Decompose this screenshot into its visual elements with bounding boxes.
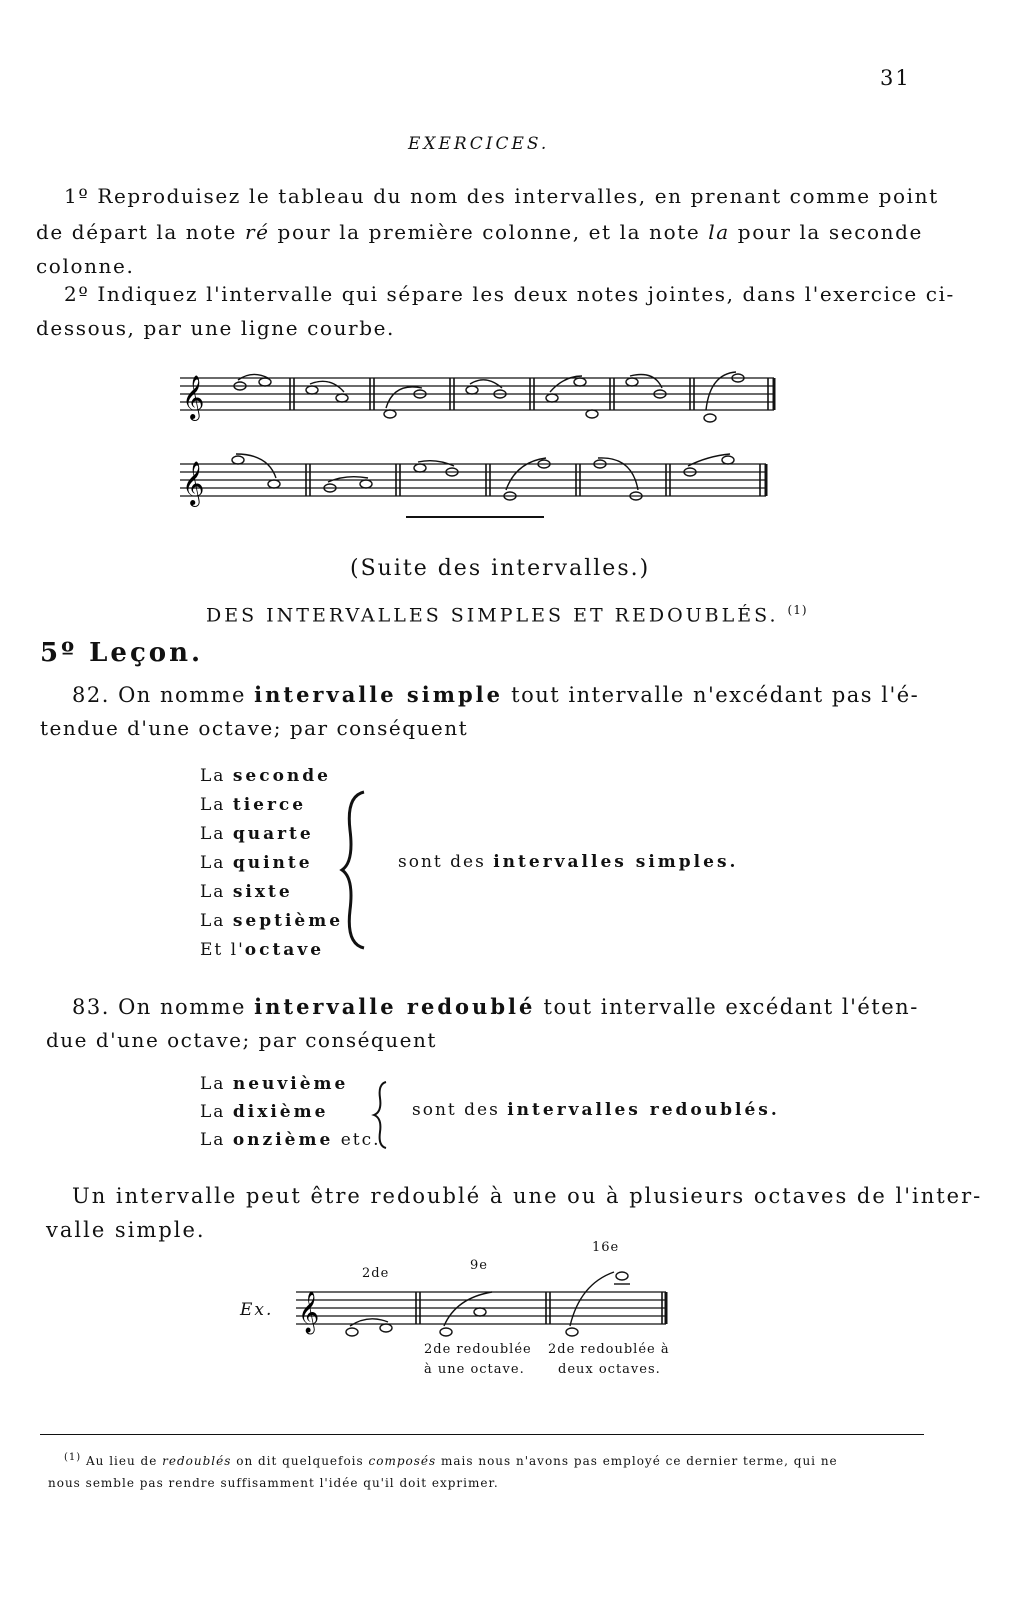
list-item-name: neuvième (232, 1074, 349, 1094)
list-item-name: quarte (232, 824, 314, 844)
interval-label-2de: 2de (362, 1266, 390, 1281)
exercise-2-text: Indiquez l'intervalle qui sépare les deux notes jointes, dans l'exercice ci- (97, 282, 955, 306)
p83-text-b: tout intervalle excédant l'éten- (543, 995, 919, 1019)
note-la: la (708, 220, 730, 244)
p82-term: intervalle simple (254, 682, 503, 707)
interval-label-9e: 9e (470, 1258, 488, 1273)
treble-clef-icon: 𝄞 (298, 1292, 320, 1333)
section-title-line (206, 604, 808, 625)
list-item-article: Et l' (200, 940, 245, 960)
list-item-article: La (200, 795, 226, 815)
p83-term: intervalle redoublé (254, 994, 536, 1019)
list-item-suffix: etc. (340, 1130, 381, 1150)
list-item-article: La (200, 853, 226, 873)
p82-line-1 (72, 684, 919, 706)
brace-icon (340, 790, 370, 950)
list-item-name: sixte (232, 882, 293, 902)
list-item (200, 824, 343, 853)
redoubled-conclusion-term: intervalles redoublés. (507, 1100, 780, 1120)
list-item-article: La (200, 911, 226, 931)
p83-number: 83. (72, 995, 110, 1019)
exercise-2-number: 2º (64, 282, 90, 306)
simple-conclusion-text: sont des (398, 852, 486, 872)
list-item-name: tierce (232, 795, 307, 815)
list-item-name: onzième (232, 1130, 334, 1150)
list-item (200, 882, 343, 911)
list-item (200, 853, 343, 882)
list-item (200, 911, 343, 940)
exercise-1-line-2 (36, 222, 923, 242)
footnote-text-c: mais nous n'avons pas employé ce dernier terme, qui ne (441, 1454, 838, 1468)
footnote-text-a: Au lieu de (86, 1454, 158, 1468)
footnote-ref[interactable]: (1) (787, 603, 808, 617)
list-item-article: La (200, 824, 226, 844)
p82-line-2: tendue d'une octave; par conséquent (40, 716, 469, 740)
p82-text-a: On nomme (118, 683, 246, 707)
brace-icon (372, 1080, 392, 1150)
simple-intervals-list (200, 766, 343, 969)
footnote-term-2: composés (368, 1454, 437, 1468)
lesson-heading: 5º Leçon. (40, 638, 204, 668)
list-item (200, 1102, 381, 1130)
list-item-name: quinte (232, 853, 313, 873)
list-item (200, 940, 343, 969)
exercise-2-line-2: dessous, par une ligne courbe. (36, 316, 396, 340)
p83-line-2: due d'une octave; par conséquent (46, 1028, 437, 1052)
interval-label-16e: 16e (592, 1240, 620, 1255)
exercise-1-text-c: pour la seconde (737, 220, 923, 244)
simple-conclusion-term: intervalles simples. (493, 852, 739, 872)
exercise-1-text: Reproduisez le tableau du nom des intervalles, en prenant comme point (97, 184, 939, 208)
p83-text-a: On nomme (118, 995, 246, 1019)
list-item-name: seconde (232, 766, 331, 786)
final-paragraph-line-1: Un intervalle peut être redoublé à une ou à plusieurs octaves de l'inter- (72, 1184, 983, 1208)
p83-line-1 (72, 996, 919, 1018)
exercise-1-number: 1º (64, 184, 90, 208)
redoubled-intervals-list (200, 1074, 381, 1158)
list-item-article: La (200, 1130, 226, 1150)
list-item-article: La (200, 1074, 226, 1094)
p82-text-b: tout intervalle n'excédant pas l'é- (511, 683, 920, 707)
list-item (200, 766, 343, 795)
caption-2-line-2: deux octaves. (558, 1362, 661, 1377)
redoubled-conclusion-text: sont des (412, 1100, 500, 1120)
exercise-1-line-1 (64, 184, 939, 208)
exercise-1-text-a: de départ la note (36, 220, 237, 244)
list-item-name: dixième (232, 1102, 329, 1122)
footnote-text-b: on dit quelquefois (236, 1454, 364, 1468)
simple-conclusion (398, 852, 738, 872)
p82-number: 82. (72, 683, 110, 707)
section-title: DES INTERVALLES SIMPLES ET REDOUBLÉS. (206, 604, 779, 627)
caption-1-line-1: 2de redoublée (424, 1342, 532, 1357)
note-re: ré (244, 220, 270, 244)
list-item-article: La (200, 882, 226, 902)
exercise-1-text-b: pour la première colonne, et la note (277, 220, 701, 244)
list-item-article: La (200, 766, 226, 786)
caption-1-line-2: à une octave. (424, 1362, 525, 1377)
caption-1 (424, 1340, 532, 1380)
footnote-line-1 (64, 1452, 838, 1468)
section-divider (406, 516, 544, 518)
example-label: Ex. (240, 1300, 274, 1320)
list-item (200, 1074, 381, 1102)
exercise-2-line-1 (64, 284, 955, 304)
exercise-staff-2 (180, 456, 780, 516)
caption-2-line-1: 2de redoublée à (548, 1342, 670, 1357)
exercise-1-line-3: colonne. (36, 254, 135, 278)
list-item-article: La (200, 1102, 226, 1122)
example-staff (296, 1290, 676, 1340)
treble-clef-icon: 𝄞 (182, 461, 205, 505)
page-number: 31 (880, 66, 911, 90)
footnote-rule (40, 1434, 924, 1435)
footnote-mark: (1) (64, 1452, 82, 1463)
list-item-name: septième (232, 911, 344, 931)
final-paragraph-line-2: valle simple. (46, 1218, 206, 1242)
footnote-line-2: nous semble pas rendre suffisamment l'idée qu'il doit exprimer. (48, 1476, 499, 1490)
list-item-name: octave (244, 940, 325, 960)
list-item (200, 795, 343, 824)
exercices-title: EXERCICES. (408, 134, 550, 154)
exercise-staff-1 (180, 370, 780, 430)
caption-2 (548, 1340, 670, 1380)
redoubled-conclusion (412, 1100, 780, 1120)
treble-clef-icon: 𝄞 (182, 375, 205, 419)
section-subtitle: (Suite des intervalles.) (350, 556, 651, 581)
list-item (200, 1130, 381, 1158)
footnote-term-1: redoublés (162, 1454, 232, 1468)
